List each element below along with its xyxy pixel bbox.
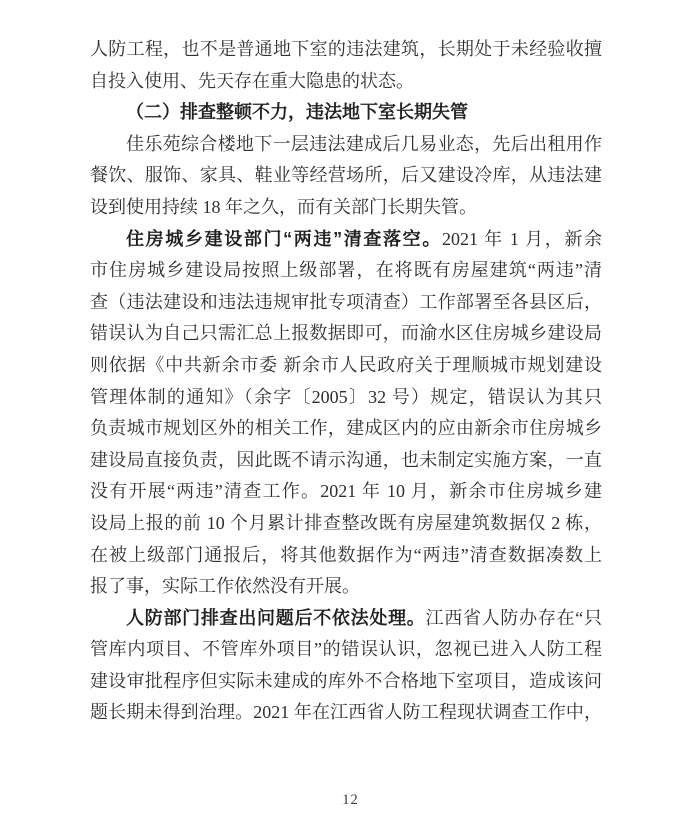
body-text: 2021 年 1 月，新余 <box>441 228 603 249</box>
text-line <box>90 129 602 161</box>
body-text: 设局上报的前 10 个月累计排查整改既有房屋建筑数据仅 2 栋， <box>90 512 602 533</box>
body-text: 设到使用持续 18 年之久，而有关部门长期失管。 <box>90 196 477 217</box>
body-text: 则依据《中共新余市委 新余市人民政府关于理顺城市规划建设 <box>90 354 602 375</box>
body-text: 自投入使用、先天存在重大隐患的状态。 <box>90 70 414 91</box>
text-line <box>90 540 602 572</box>
text-line <box>90 603 602 635</box>
document-text <box>90 34 602 729</box>
body-text: 人防工程，也不是普通地下室的违法建筑，长期处于未经验收擅 <box>90 39 602 59</box>
text-line <box>90 160 602 192</box>
body-text: 管库内项目、不管库外项目”的错误认识，忽视已进入人防工程 <box>90 639 602 660</box>
text-line <box>90 697 602 729</box>
text-line <box>90 97 602 129</box>
text-line <box>90 666 602 698</box>
body-text: 建设局直接负责，因此既不请示沟通，也未制定实施方案，一直 <box>90 449 602 470</box>
body-text: 在被上级部门通报后，将其他数据作为“两违”清查数据凑数上 <box>90 544 602 565</box>
body-text: 查（违法建设和违法违规审批专项清查）工作部署至各县区后， <box>90 291 602 312</box>
emphasis-text: 住房城乡建设部门“两违”清查落空。 <box>126 228 442 249</box>
body-text: 题长期未得到治理。2021 年在江西省人防工程现状调查工作中， <box>90 702 602 723</box>
text-line <box>90 34 602 66</box>
body-text: 报了事，实际工作依然没有开展。 <box>90 576 360 597</box>
text-line <box>90 224 602 256</box>
page-number: 12 <box>342 792 359 808</box>
body-text: 市住房城乡建设局按照上级部署，在将既有房屋建筑“两违”清 <box>90 260 602 281</box>
text-line <box>90 66 602 98</box>
body-text: 佳乐苑综合楼地下一层违法建成后几易业态，先后出租用作 <box>126 133 602 154</box>
body-text: 负责城市规划区外的相关工作，建成区内的应由新余市住房城乡 <box>90 418 602 439</box>
emphasis-text: 人防部门排查出问题后不依法处理。 <box>126 607 426 628</box>
emphasis-text: （二）排查整顿不力，违法地下室长期失管 <box>126 102 468 123</box>
body-text: 建设审批程序但实际未建成的库外不合格地下室项目，造成该问 <box>90 670 602 691</box>
text-line <box>90 255 602 287</box>
text-line <box>90 318 602 350</box>
body-text: 没有开展“两违”清查工作。2021 年 10 月，新余市住房城乡建 <box>90 481 602 502</box>
text-line <box>90 413 602 445</box>
text-line <box>90 350 602 382</box>
body-text: 管理体制的通知》（余字〔2005〕32 号）规定，错误认为其只 <box>90 386 602 407</box>
text-line <box>90 192 602 224</box>
text-line <box>90 287 602 319</box>
text-line <box>90 476 602 508</box>
text-line <box>90 571 602 603</box>
body-text: 餐饮、服饰、家具、鞋业等经营场所，后又建设冷库，从违法建 <box>90 165 602 186</box>
body-text: 江西省人防办存在“只 <box>425 607 602 628</box>
text-line <box>90 508 602 540</box>
text-line <box>90 445 602 477</box>
text-line <box>90 634 602 666</box>
text-line <box>90 382 602 414</box>
body-text: 错误认为自己只需汇总上报数据即可，而渝水区住房城乡建设局 <box>90 323 602 344</box>
